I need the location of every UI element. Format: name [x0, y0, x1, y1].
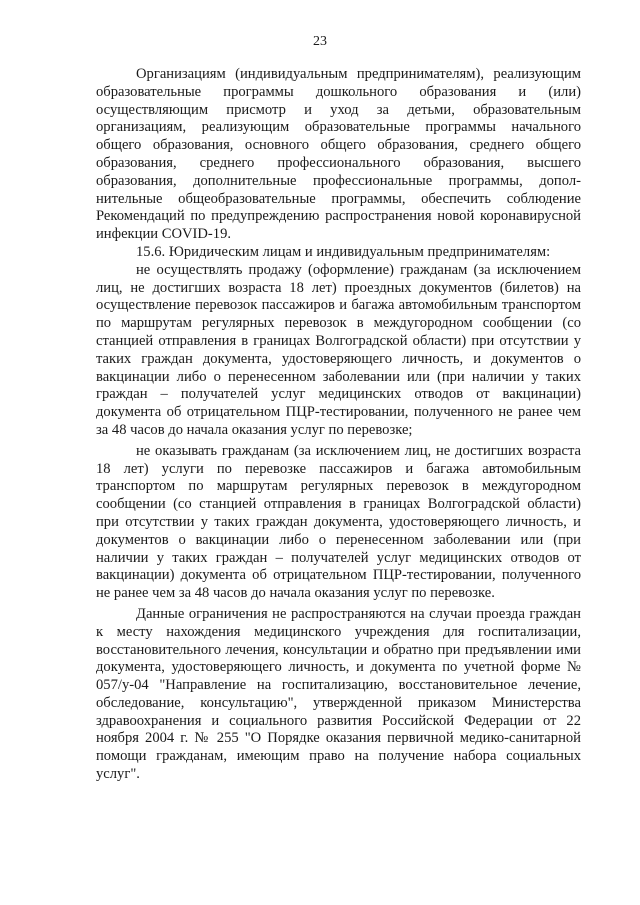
- paragraph-exceptions: Данные ограничения не распространяются на случаи проезда граждан к месту нахождения медицинского учреждения для госпитализации, восстановительного лечения, консультации и обратно при предъявлении ими документа, удостоверяющего личность, и документа по учетной форме № 057/у-04 "Направление на госпитализацию, восстановительное лечение, обследование, консультацию", утвержденной приказом Министерства здравоохранения и социального развития Российской Федерации от 22 ноября 2004 г. № 255 "О Порядке оказания первичной медико-санитарной помощи гражданам, имеющим право на получение набора социальных услуг".: [96, 605, 581, 783]
- paragraph-ticket-sales-restriction: не осуществлять продажу (оформление) гражданам (за исключением лиц, не достигших возраста 18 лет) проездных документов (билетов) на осуществление перевозок пассажиров и багажа автомобильным транспортом по маршрутам регулярных перевозок в междугородном сообщении (со станцией отправления в границах Волгоградской области) при отсутствии у таких граждан документа, удостоверяющего личность, и документов о вакцинации либо о перенесенном заболевании или (при наличии у таких граждан – получателей услуг медицинских отводов от вакцинации) документа об отрицательном ПЦР-тестировании, полученного не ранее чем за 48 часов до начала оказания услуг по перевозке;: [96, 261, 581, 438]
- document-body: [96, 66, 581, 784]
- paragraph-educational-organizations: Организациям (индивидуальным предпринимателям), реализующим образовательные программы дошкольного образования и (или) осуществляющим присмотр и уход за детьми, образовательным организациям, реализующим образовательные программы начального общего образования, основного общего образования, среднего общего образования, среднего профессионального образования, высшего образования, дополнительные профессиональные программы, дополнительные общеобразовательные программы, обеспечить соблюдение Рекомендаций по предупреждению распространения новой коронавирусной инфекции COVID-19.: [96, 66, 581, 243]
- page-number: 23: [313, 34, 327, 49]
- paragraph-transport-services-restriction: не оказывать гражданам (за исключением лиц, не достигших возраста 18 лет) услуги по перевозке пассажиров и багажа автомобильным транспортом по маршрутам регулярных перевозок в междугородном сообщении (со станцией отправления в границах Волгоградской области) при отсутствии у таких граждан документа, удостоверяющего личность, и документов о вакцинации либо о перенесенном заболевании или (при наличии у таких граждан – получателей услуг медицинских отводов от вакцинации) документа об отрицательном ПЦР-тестировании, полученного не ранее чем за 48 часов до начала оказания услуг по перевозке.: [96, 442, 581, 602]
- paragraph-section-15-6: 15.6. Юридическим лицам и индивидуальным предпринимателям:: [136, 243, 551, 260]
